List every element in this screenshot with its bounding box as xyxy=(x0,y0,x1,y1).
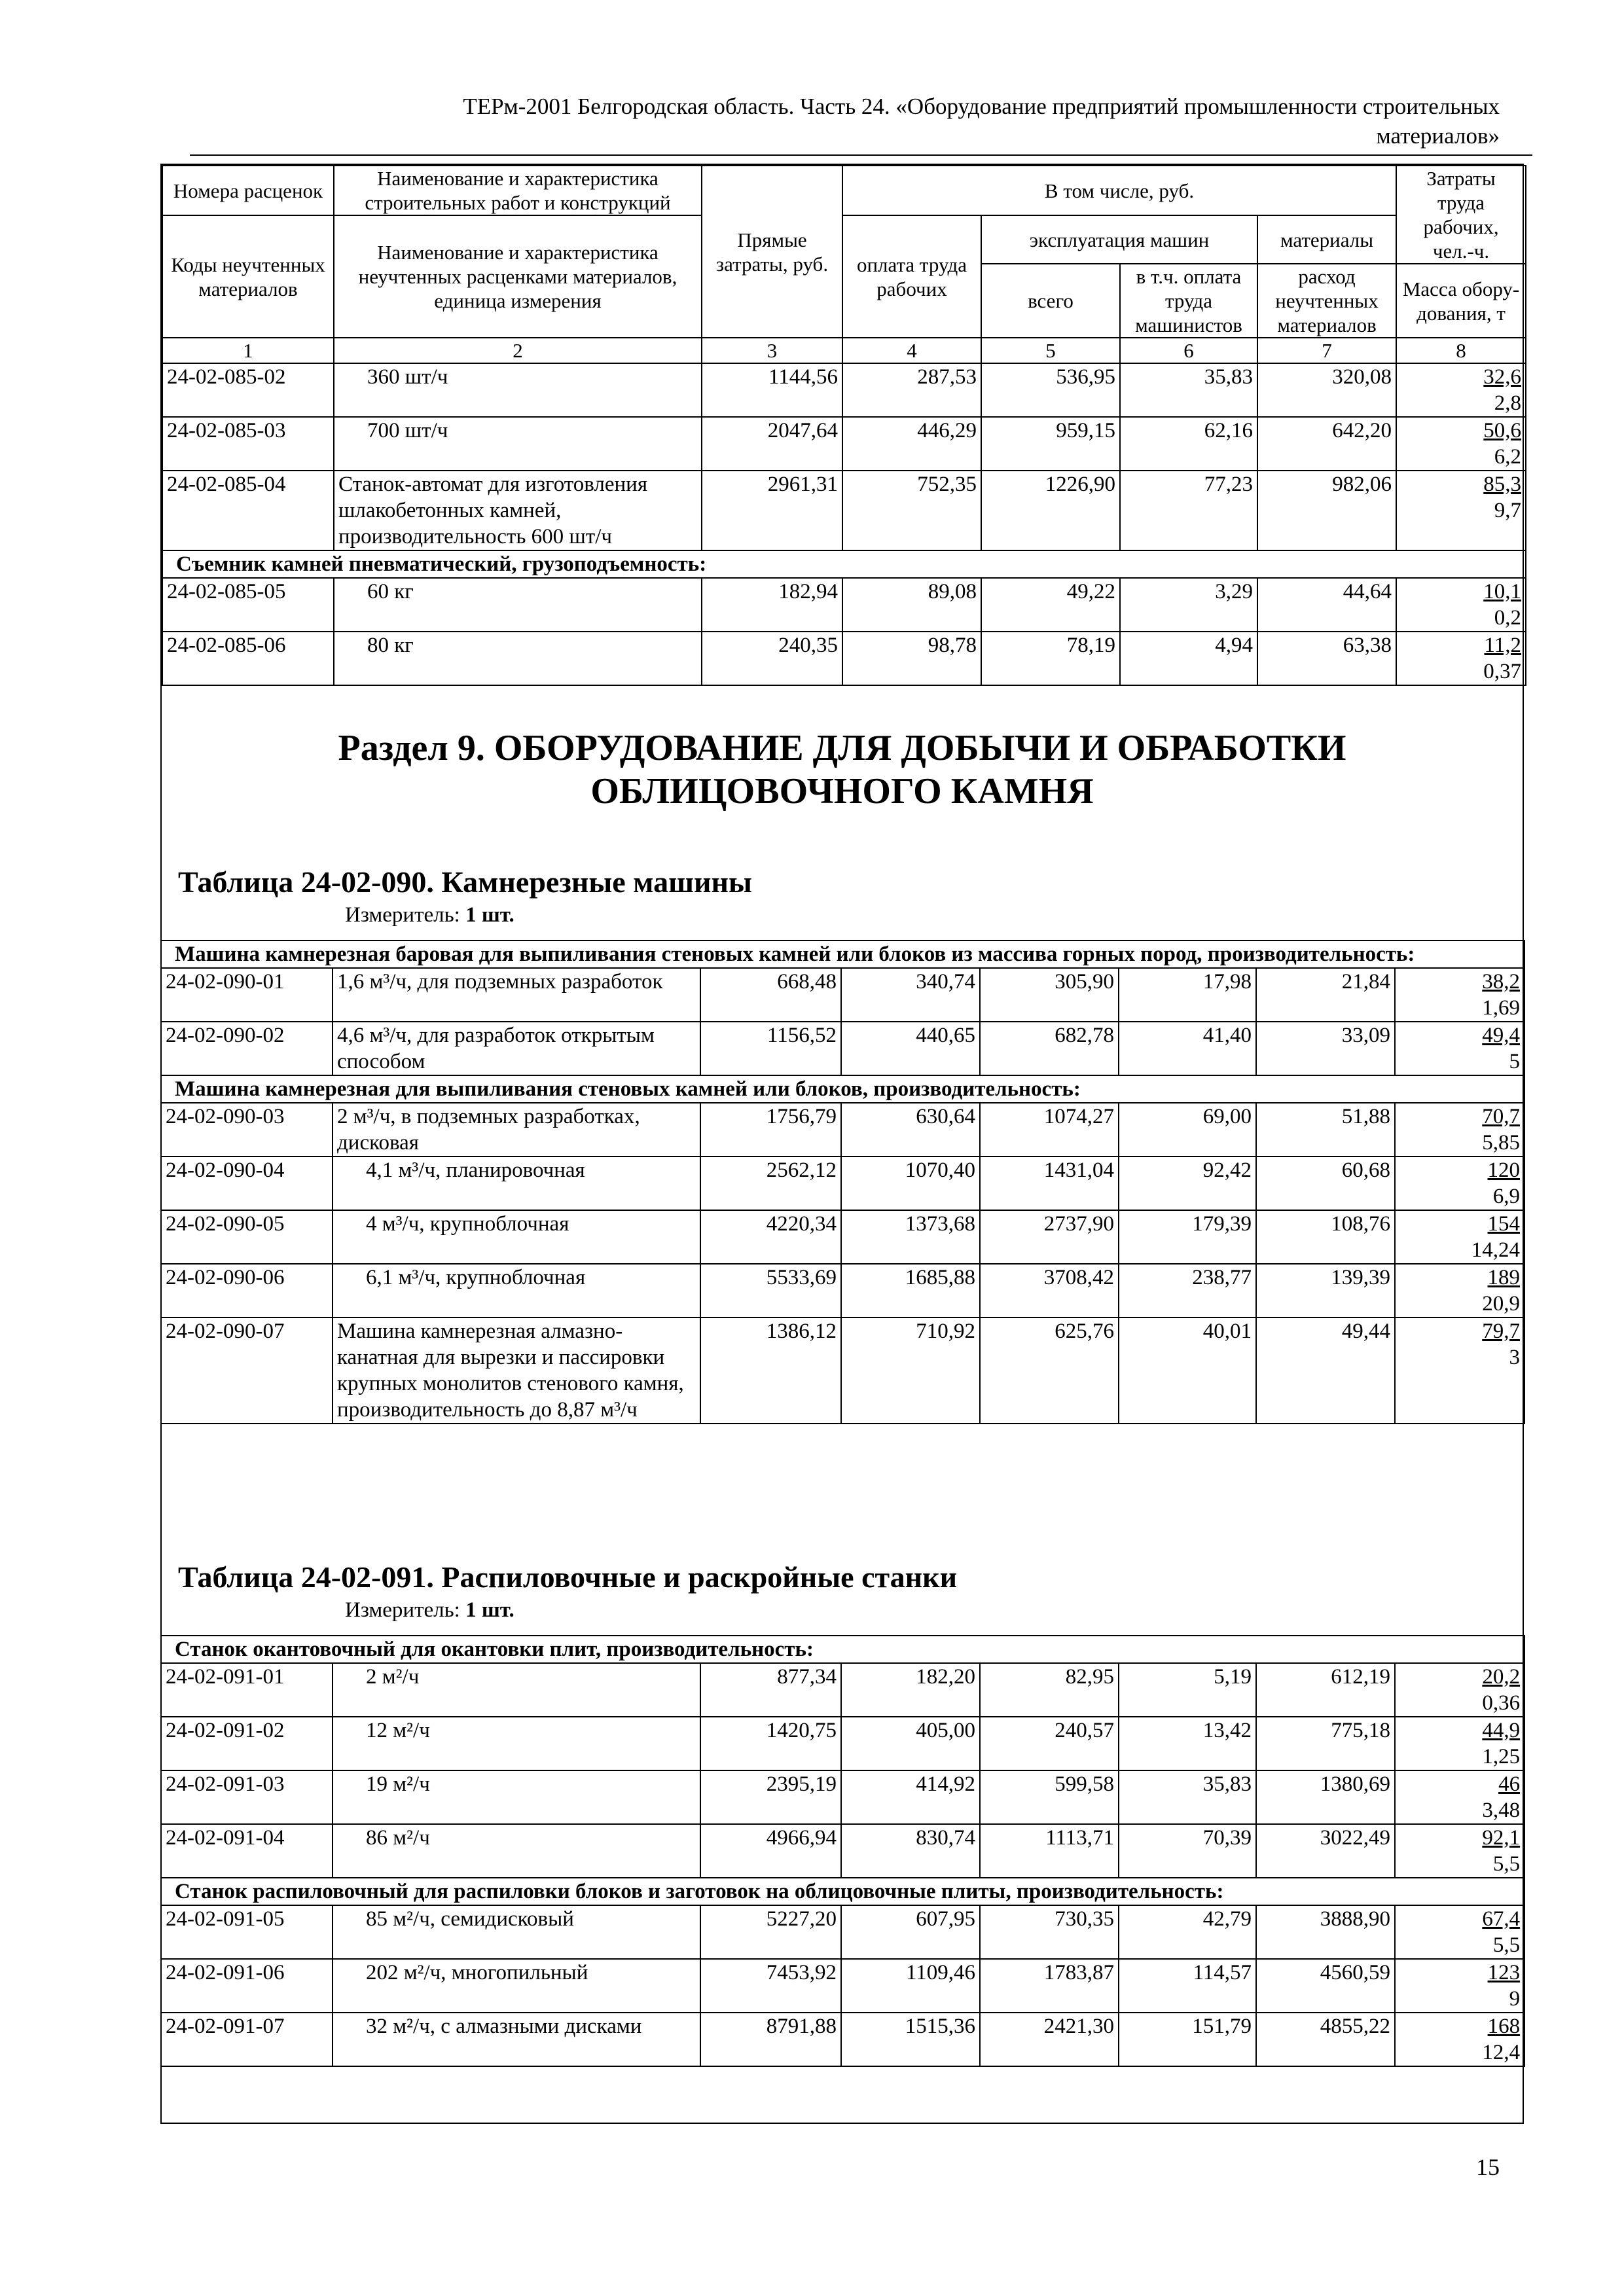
direct-costs: 1156,52 xyxy=(700,1022,841,1075)
machinist-pay: 40,01 xyxy=(1119,1318,1256,1424)
rate-code: 24-02-090-01 xyxy=(161,968,333,1022)
machinist-pay: 62,16 xyxy=(1120,417,1257,471)
machines-total: 1113,71 xyxy=(980,1824,1119,1878)
group-header: Съемник камней пневматический, грузоподъемность: xyxy=(162,550,1526,578)
rate-name: Машина камнерезная алмазно-канатная для вырезки и пассировки крупных монолитов стенового камня, производительность до 8,87 м³/ч xyxy=(333,1318,700,1424)
rate-code: 24-02-085-02 xyxy=(162,363,334,417)
worker-pay: 405,00 xyxy=(841,1717,980,1770)
machinist-pay: 92,42 xyxy=(1119,1157,1256,1210)
group-header: Станок распиловочный для распиловки блоков и заготовок на облицовочные плиты, производительность: xyxy=(161,1878,1525,1905)
worker-pay: 98,78 xyxy=(842,632,981,685)
machines-total: 1226,90 xyxy=(981,471,1120,550)
materials-cost: 1380,69 xyxy=(1256,1770,1395,1824)
machinist-pay: 114,57 xyxy=(1119,1959,1256,2013)
machinist-pay: 179,39 xyxy=(1119,1210,1256,1264)
equipment-mass: 9 xyxy=(1509,1987,1521,2011)
col-number: 1 xyxy=(162,338,334,363)
labor-hours: 44,9 xyxy=(1482,1719,1521,1742)
price-table-top xyxy=(162,165,1526,686)
worker-pay: 752,35 xyxy=(842,471,981,550)
table-row xyxy=(161,1717,1525,1770)
rows-085-b xyxy=(162,578,1526,685)
rate-name: 1,6 м³/ч, для подземных разработок xyxy=(333,968,700,1022)
direct-costs: 1386,12 xyxy=(700,1318,841,1424)
machines-total: 3708,42 xyxy=(980,1264,1119,1318)
labor-and-mass xyxy=(1395,1210,1525,1264)
running-header xyxy=(164,92,1500,151)
labor-hours: 92,1 xyxy=(1482,1826,1521,1850)
worker-pay: 89,08 xyxy=(842,578,981,632)
rate-name: Станок-автомат для изготовления шлакобетонных камней, производительность 600 шт/ч xyxy=(334,471,702,550)
table-row xyxy=(161,968,1525,1022)
labor-and-mass xyxy=(1395,1318,1525,1424)
table-row xyxy=(162,632,1526,685)
materials-cost: 60,68 xyxy=(1256,1157,1395,1210)
group-090-1 xyxy=(161,941,1525,968)
group-085 xyxy=(162,550,1526,578)
materials-cost: 4855,22 xyxy=(1256,2013,1395,2066)
col-including: В том числе, руб. xyxy=(842,166,1396,215)
rate-code: 24-02-090-06 xyxy=(161,1264,333,1318)
rate-code: 24-02-091-01 xyxy=(161,1663,333,1717)
worker-pay: 440,65 xyxy=(841,1022,980,1075)
rate-code: 24-02-090-05 xyxy=(161,1210,333,1264)
rows-085-a xyxy=(162,363,1526,550)
table-090-heading xyxy=(162,863,1523,928)
equipment-mass: 20,9 xyxy=(1482,1292,1520,1316)
table-090-unit xyxy=(345,902,1523,928)
labor-hours: 50,6 xyxy=(1483,419,1522,442)
col-material-codes: Коды неучтенных материалов xyxy=(162,215,334,338)
table-row xyxy=(161,1210,1525,1264)
direct-costs: 2047,64 xyxy=(702,417,842,471)
equipment-mass: 3,48 xyxy=(1482,1799,1521,1822)
col-direct-costs: Прямые затраты, руб. xyxy=(702,166,842,338)
equipment-mass: 2,8 xyxy=(1494,391,1522,415)
rate-code: 24-02-090-07 xyxy=(161,1318,333,1424)
materials-cost: 49,44 xyxy=(1256,1318,1395,1424)
equipment-mass: 1,25 xyxy=(1482,1745,1521,1768)
labor-hours: 46 xyxy=(1498,1772,1521,1796)
machines-total: 682,78 xyxy=(980,1022,1119,1075)
labor-and-mass xyxy=(1395,1264,1525,1318)
col-number: 3 xyxy=(702,338,842,363)
machinist-pay: 17,98 xyxy=(1119,968,1256,1022)
rows-091-1 xyxy=(161,1663,1525,1878)
table-row xyxy=(162,578,1526,632)
rate-code: 24-02-091-02 xyxy=(161,1717,333,1770)
table-row xyxy=(161,1103,1525,1157)
header-line-2: материалов» xyxy=(1376,123,1500,149)
machines-total: 78,19 xyxy=(981,632,1120,685)
worker-pay: 340,74 xyxy=(841,968,980,1022)
direct-costs: 4220,34 xyxy=(700,1210,841,1264)
machinist-pay: 151,79 xyxy=(1119,2013,1256,2066)
labor-hours: 11,2 xyxy=(1484,634,1522,657)
labor-hours: 32,6 xyxy=(1483,365,1522,389)
rate-name: 12 м²/ч xyxy=(333,1717,700,1770)
table-row xyxy=(161,1157,1525,1210)
worker-pay: 1373,68 xyxy=(841,1210,980,1264)
labor-hours: 85,3 xyxy=(1483,473,1522,496)
rows-090-2 xyxy=(161,1103,1525,1424)
worker-pay: 630,64 xyxy=(841,1103,980,1157)
rate-name: 202 м²/ч, многопильный xyxy=(333,1959,700,2013)
materials-cost: 33,09 xyxy=(1256,1022,1395,1075)
col-labor-costs: Затраты труда рабочих, чел.-ч. xyxy=(1396,166,1526,264)
machines-total: 1783,87 xyxy=(980,1959,1119,2013)
direct-costs: 877,34 xyxy=(700,1663,841,1717)
labor-and-mass xyxy=(1396,632,1526,685)
col-equipment-mass: Масса обору-дования, т xyxy=(1396,264,1526,338)
rate-code: 24-02-085-03 xyxy=(162,417,334,471)
direct-costs: 240,35 xyxy=(702,632,842,685)
table-091-heading xyxy=(162,1558,1523,1623)
col-worker-pay: оплата труда рабочих xyxy=(842,215,981,338)
rate-code: 24-02-091-05 xyxy=(161,1905,333,1959)
equipment-mass: 3 xyxy=(1509,1346,1520,1369)
col-number: 7 xyxy=(1257,338,1396,363)
labor-and-mass xyxy=(1395,1103,1525,1157)
table-row xyxy=(161,1022,1525,1075)
equipment-mass: 5,5 xyxy=(1492,1933,1521,1957)
rate-name: 4,1 м³/ч, планировочная xyxy=(333,1157,700,1210)
rate-name: 85 м²/ч, семидисковый xyxy=(333,1905,700,1959)
equipment-mass: 6,2 xyxy=(1494,445,1522,469)
machinist-pay: 3,29 xyxy=(1120,578,1257,632)
machinist-pay: 5,19 xyxy=(1119,1663,1256,1717)
worker-pay: 830,74 xyxy=(841,1824,980,1878)
equipment-mass: 0,37 xyxy=(1483,660,1522,683)
direct-costs: 1144,56 xyxy=(702,363,842,417)
unit-value: 1 шт. xyxy=(465,1598,514,1622)
labor-and-mass xyxy=(1395,1959,1525,2013)
machines-total: 305,90 xyxy=(980,968,1119,1022)
materials-cost: 139,39 xyxy=(1256,1264,1395,1318)
labor-hours: 154 xyxy=(1487,1212,1520,1236)
rate-code: 24-02-085-05 xyxy=(162,578,334,632)
machinist-pay: 13,42 xyxy=(1119,1717,1256,1770)
equipment-mass: 0,2 xyxy=(1494,606,1522,630)
equipment-mass: 1,69 xyxy=(1482,996,1520,1020)
machines-total: 2421,30 xyxy=(980,2013,1119,2066)
direct-costs: 2395,19 xyxy=(700,1770,841,1824)
labor-and-mass xyxy=(1395,1905,1525,1959)
equipment-mass: 5,5 xyxy=(1492,1852,1521,1876)
rows-090-1 xyxy=(161,968,1525,1075)
equipment-mass: 6,9 xyxy=(1492,1185,1520,1208)
header-rule xyxy=(190,154,1532,156)
labor-hours: 10,1 xyxy=(1483,580,1522,603)
machines-total: 82,95 xyxy=(980,1663,1119,1717)
rate-code: 24-02-090-04 xyxy=(161,1157,333,1210)
direct-costs: 5227,20 xyxy=(700,1905,841,1959)
equipment-mass: 0,36 xyxy=(1482,1691,1521,1715)
table-row xyxy=(162,417,1526,471)
worker-pay: 710,92 xyxy=(841,1318,980,1424)
table-091 xyxy=(160,1635,1525,2067)
materials-cost: 642,20 xyxy=(1257,417,1396,471)
table-row xyxy=(161,1770,1525,1824)
table-091-title: Таблица 24-02-091. Распиловочные и раскройные станки xyxy=(178,1560,958,1594)
col-machine-operation: эксплуатация машин xyxy=(981,215,1257,264)
rate-name: 19 м²/ч xyxy=(333,1770,700,1824)
materials-cost: 4560,59 xyxy=(1256,1959,1395,2013)
equipment-mass: 5 xyxy=(1509,1050,1520,1073)
col-number: 4 xyxy=(842,338,981,363)
section-9 xyxy=(162,726,1523,813)
rate-name: 80 кг xyxy=(334,632,702,685)
group-091-2 xyxy=(161,1878,1525,1905)
table-row xyxy=(161,2013,1525,2066)
rate-name: 360 шт/ч xyxy=(334,363,702,417)
worker-pay: 1685,88 xyxy=(841,1264,980,1318)
section-title-line-2: ОБЛИЦОВОЧНОГО КАМНЯ xyxy=(590,771,1094,812)
table-091-unit xyxy=(345,1597,1523,1623)
machines-total: 240,57 xyxy=(980,1717,1119,1770)
worker-pay: 414,92 xyxy=(841,1770,980,1824)
worker-pay: 446,29 xyxy=(842,417,981,471)
equipment-mass: 14,24 xyxy=(1471,1238,1520,1262)
unit-label: Измеритель: xyxy=(345,903,460,927)
direct-costs: 668,48 xyxy=(700,968,841,1022)
worker-pay: 1515,36 xyxy=(841,2013,980,2066)
labor-and-mass xyxy=(1396,471,1526,550)
table-row xyxy=(161,1905,1525,1959)
materials-cost: 982,06 xyxy=(1257,471,1396,550)
materials-cost: 44,64 xyxy=(1257,578,1396,632)
table-row xyxy=(161,1663,1525,1717)
labor-hours: 49,4 xyxy=(1482,1024,1520,1047)
col-number: 8 xyxy=(1396,338,1526,363)
col-number: 6 xyxy=(1120,338,1257,363)
machinist-pay: 35,83 xyxy=(1119,1770,1256,1824)
labor-and-mass xyxy=(1396,578,1526,632)
header-line-1: ТЕРм-2001 Белгородская область. Часть 24. «Оборудование предприятий промышленности строительных xyxy=(463,94,1500,119)
labor-and-mass xyxy=(1395,1022,1525,1075)
col-work-name: Наименование и характеристика строительных работ и конструкций xyxy=(334,166,702,215)
rate-name: 32 м²/ч, с алмазными дисками xyxy=(333,2013,700,2066)
labor-and-mass xyxy=(1396,363,1526,417)
col-unaccounted-materials: расход неучтенных материалов xyxy=(1257,264,1396,338)
machinist-pay: 70,39 xyxy=(1119,1824,1256,1878)
labor-hours: 38,2 xyxy=(1482,970,1520,994)
section-title-line-1: Раздел 9. ОБОРУДОВАНИЕ ДЛЯ ДОБЫЧИ И ОБРАБОТКИ xyxy=(338,728,1346,768)
labor-hours: 20,2 xyxy=(1482,1665,1521,1689)
worker-pay: 287,53 xyxy=(842,363,981,417)
table-row xyxy=(161,1264,1525,1318)
table-header xyxy=(162,166,1526,363)
machines-total: 599,58 xyxy=(980,1770,1119,1824)
materials-cost: 320,08 xyxy=(1257,363,1396,417)
machines-total: 625,76 xyxy=(980,1318,1119,1424)
direct-costs: 7453,92 xyxy=(700,1959,841,2013)
group-header: Станок окантовочный для окантовки плит, производительность: xyxy=(161,1636,1525,1663)
rate-code: 24-02-091-07 xyxy=(161,2013,333,2066)
direct-costs: 4966,94 xyxy=(700,1824,841,1878)
table-row xyxy=(161,1824,1525,1878)
rate-name: 700 шт/ч xyxy=(334,417,702,471)
machinist-pay: 42,79 xyxy=(1119,1905,1256,1959)
machines-total: 1431,04 xyxy=(980,1157,1119,1210)
machinist-pay: 77,23 xyxy=(1120,471,1257,550)
equipment-mass: 5,85 xyxy=(1482,1131,1520,1155)
labor-hours: 189 xyxy=(1487,1266,1520,1289)
rate-name: 60 кг xyxy=(334,578,702,632)
col-number: 5 xyxy=(981,338,1120,363)
machines-total: 536,95 xyxy=(981,363,1120,417)
rate-name: 6,1 м³/ч, крупноблочная xyxy=(333,1264,700,1318)
table-090 xyxy=(160,940,1525,1424)
col-rate-number: Номера расценок xyxy=(162,166,334,215)
labor-hours: 70,7 xyxy=(1482,1105,1520,1128)
rate-code: 24-02-091-04 xyxy=(161,1824,333,1878)
labor-hours: 168 xyxy=(1487,2015,1521,2038)
machinist-pay: 35,83 xyxy=(1120,363,1257,417)
table-row xyxy=(161,1959,1525,2013)
labor-and-mass xyxy=(1395,1824,1525,1878)
table-row xyxy=(162,363,1526,417)
machines-total: 49,22 xyxy=(981,578,1120,632)
rate-name: 4,6 м³/ч, для разработок открытым способом xyxy=(333,1022,700,1075)
machinist-pay: 69,00 xyxy=(1119,1103,1256,1157)
direct-costs: 182,94 xyxy=(702,578,842,632)
labor-and-mass xyxy=(1396,417,1526,471)
labor-and-mass xyxy=(1395,1770,1525,1824)
direct-costs: 2562,12 xyxy=(700,1157,841,1210)
rate-code: 24-02-090-02 xyxy=(161,1022,333,1075)
direct-costs: 5533,69 xyxy=(700,1264,841,1318)
rows-091-2 xyxy=(161,1905,1525,2066)
page-number: 15 xyxy=(1476,2154,1500,2180)
col-machines-total: всего xyxy=(981,264,1120,338)
rate-code: 24-02-090-03 xyxy=(161,1103,333,1157)
table-row xyxy=(162,471,1526,550)
equipment-mass: 9,7 xyxy=(1494,499,1522,522)
machines-total: 959,15 xyxy=(981,417,1120,471)
rate-name: 4 м³/ч, крупноблочная xyxy=(333,1210,700,1264)
direct-costs: 2961,31 xyxy=(702,471,842,550)
materials-cost: 3888,90 xyxy=(1256,1905,1395,1959)
machinist-pay: 41,40 xyxy=(1119,1022,1256,1075)
rate-code: 24-02-091-06 xyxy=(161,1959,333,2013)
group-090-2 xyxy=(161,1075,1525,1103)
labor-hours: 123 xyxy=(1487,1961,1521,1984)
machinist-pay: 238,77 xyxy=(1119,1264,1256,1318)
machines-total: 730,35 xyxy=(980,1905,1119,1959)
unit-value: 1 шт. xyxy=(465,903,514,927)
direct-costs: 1756,79 xyxy=(700,1103,841,1157)
direct-costs: 1420,75 xyxy=(700,1717,841,1770)
group-091-1 xyxy=(161,1636,1525,1663)
labor-hours: 67,4 xyxy=(1482,1907,1521,1931)
rate-name: 2 м³/ч, в подземных разработках, дисковая xyxy=(333,1103,700,1157)
materials-cost: 775,18 xyxy=(1256,1717,1395,1770)
direct-costs: 8791,88 xyxy=(700,2013,841,2066)
equipment-mass: 12,4 xyxy=(1482,2041,1521,2064)
unit-label: Измеритель: xyxy=(345,1598,460,1622)
labor-hours: 79,7 xyxy=(1482,1319,1520,1343)
labor-and-mass xyxy=(1395,1717,1525,1770)
labor-and-mass xyxy=(1395,968,1525,1022)
rate-code: 24-02-085-04 xyxy=(162,471,334,550)
col-material-name: Наименование и характеристика неучтенных расценками материалов, единица измерения xyxy=(334,215,702,338)
col-machinist-pay: в т.ч. оплата труда машинистов xyxy=(1120,264,1257,338)
materials-cost: 21,84 xyxy=(1256,968,1395,1022)
materials-cost: 3022,49 xyxy=(1256,1824,1395,1878)
worker-pay: 1070,40 xyxy=(841,1157,980,1210)
worker-pay: 1109,46 xyxy=(841,1959,980,2013)
rate-code: 24-02-091-03 xyxy=(161,1770,333,1824)
group-header: Машина камнерезная для выпиливания стеновых камней или блоков, производительность: xyxy=(161,1075,1525,1103)
machines-total: 2737,90 xyxy=(980,1210,1119,1264)
labor-and-mass xyxy=(1395,2013,1525,2066)
labor-hours: 120 xyxy=(1487,1158,1520,1182)
table-090-title: Таблица 24-02-090. Камнерезные машины xyxy=(178,865,752,899)
worker-pay: 182,20 xyxy=(841,1663,980,1717)
rate-name: 2 м²/ч xyxy=(333,1663,700,1717)
col-number: 2 xyxy=(334,338,702,363)
machinist-pay: 4,94 xyxy=(1120,632,1257,685)
materials-cost: 108,76 xyxy=(1256,1210,1395,1264)
rate-name: 86 м²/ч xyxy=(333,1824,700,1878)
col-materials: материалы xyxy=(1257,215,1396,264)
rate-code: 24-02-085-06 xyxy=(162,632,334,685)
worker-pay: 607,95 xyxy=(841,1905,980,1959)
labor-and-mass xyxy=(1395,1663,1525,1717)
materials-cost: 63,38 xyxy=(1257,632,1396,685)
materials-cost: 51,88 xyxy=(1256,1103,1395,1157)
labor-and-mass xyxy=(1395,1157,1525,1210)
machines-total: 1074,27 xyxy=(980,1103,1119,1157)
materials-cost: 612,19 xyxy=(1256,1663,1395,1717)
group-header: Машина камнерезная баровая для выпиливания стеновых камней или блоков из массива горных пород, производительность: xyxy=(161,941,1525,968)
table-row xyxy=(161,1318,1525,1424)
